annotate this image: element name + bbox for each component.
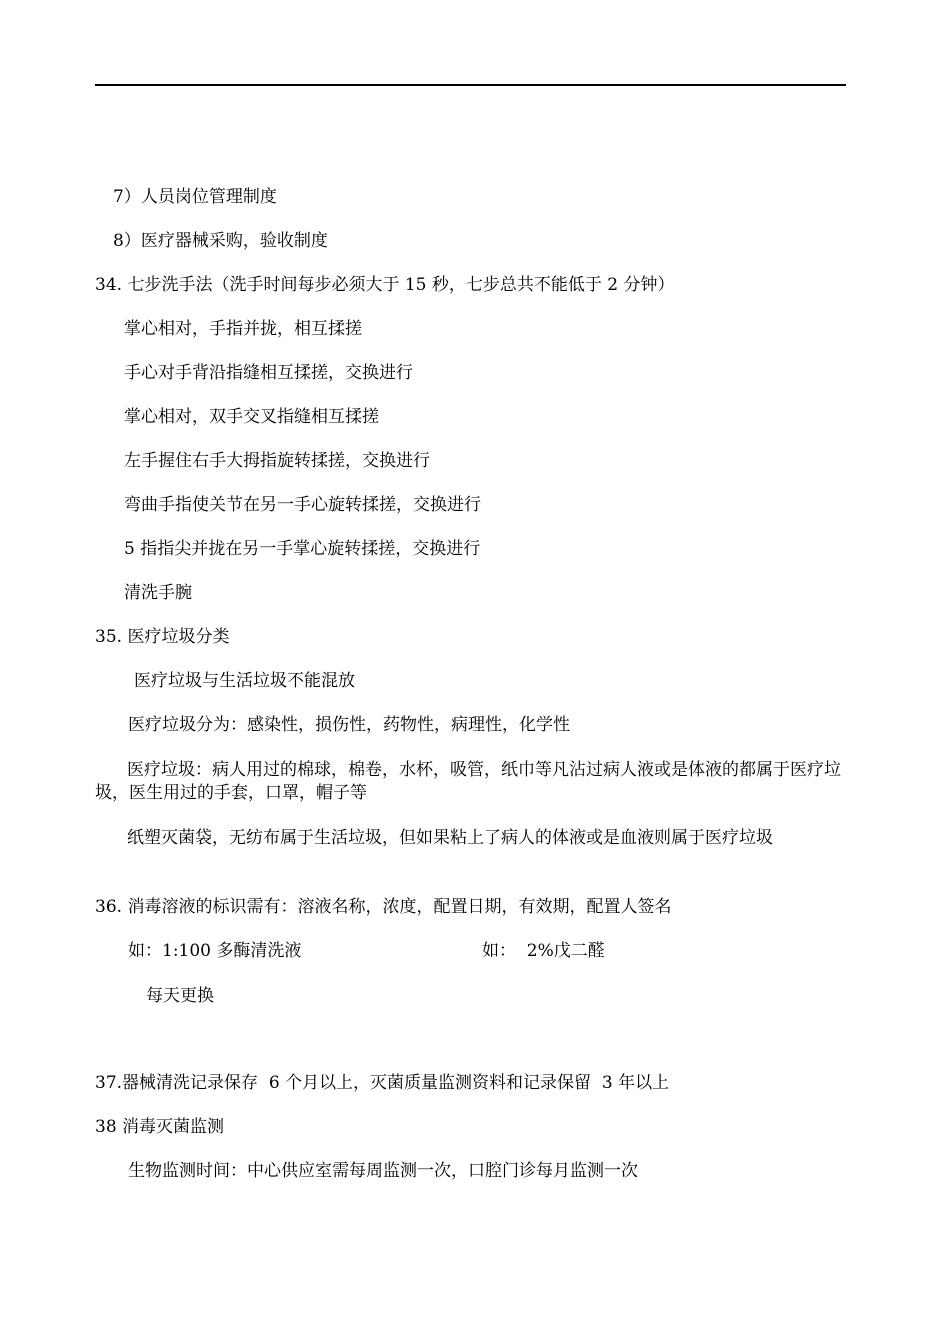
section-37-heading: 37.器械清洗记录保存 6 个月以上，灭菌质量监测资料和记录保留 3 年以上 [95,1073,670,1093]
monitoring-item-1: 生物监测时间：中心供应室需每周监测一次，口腔门诊每月监测一次 [128,1161,638,1181]
solution-note: 每天更换 [146,986,214,1006]
section-36-heading: 36. 消毒溶液的标识需有：溶液名称，浓度，配置日期，有效期，配置人签名 [95,897,672,917]
header-rule [95,84,846,86]
handwash-step-4: 左手握住右手大拇指旋转揉搓，交换进行 [124,451,430,471]
handwash-step-7: 清洗手腕 [124,583,192,603]
waste-rule-4: 纸塑灭菌袋，无纺布属于生活垃圾，但如果粘上了病人的体液或是血液则属于医疗垃圾 [127,828,773,848]
section-34-heading: 34. 七步洗手法（洗手时间每步必须大于 15 秒，七步总共不能低于 2 分钟） [95,275,675,295]
list-item-7: 7）人员岗位管理制度 [113,187,277,207]
handwash-step-6: 5 指指尖并拢在另一手掌心旋转揉搓，交换进行 [124,539,481,559]
handwash-step-5: 弯曲手指使关节在另一手心旋转揉搓，交换进行 [124,495,481,515]
list-item-8: 8）医疗器械采购，验收制度 [113,231,328,251]
solution-example-1: 如：1:100 多酶清洗液 [128,941,302,961]
section-35-heading: 35. 医疗垃圾分类 [95,627,230,647]
waste-rule-1: 医疗垃圾与生活垃圾不能混放 [134,671,355,691]
handwash-step-1: 掌心相对，手指并拢，相互揉搓 [124,319,362,339]
handwash-step-2: 手心对手背沿指缝相互揉搓，交换进行 [124,363,413,383]
handwash-step-3: 掌心相对，双手交叉指缝相互揉搓 [124,407,379,427]
waste-rule-3: 医疗垃圾：病人用过的棉球，棉卷，水杯，吸管，纸巾等凡沾过病人液或是体液的都属于医疗垃圾，医生用过的手套，口罩，帽子等 [95,760,841,803]
waste-rule-2: 医疗垃圾分为：感染性，损伤性，药物性，病理性，化学性 [128,715,570,735]
solution-example-2: 如： 2%戊二醛 [482,941,605,961]
section-38-heading: 38 消毒灭菌监测 [95,1117,225,1137]
